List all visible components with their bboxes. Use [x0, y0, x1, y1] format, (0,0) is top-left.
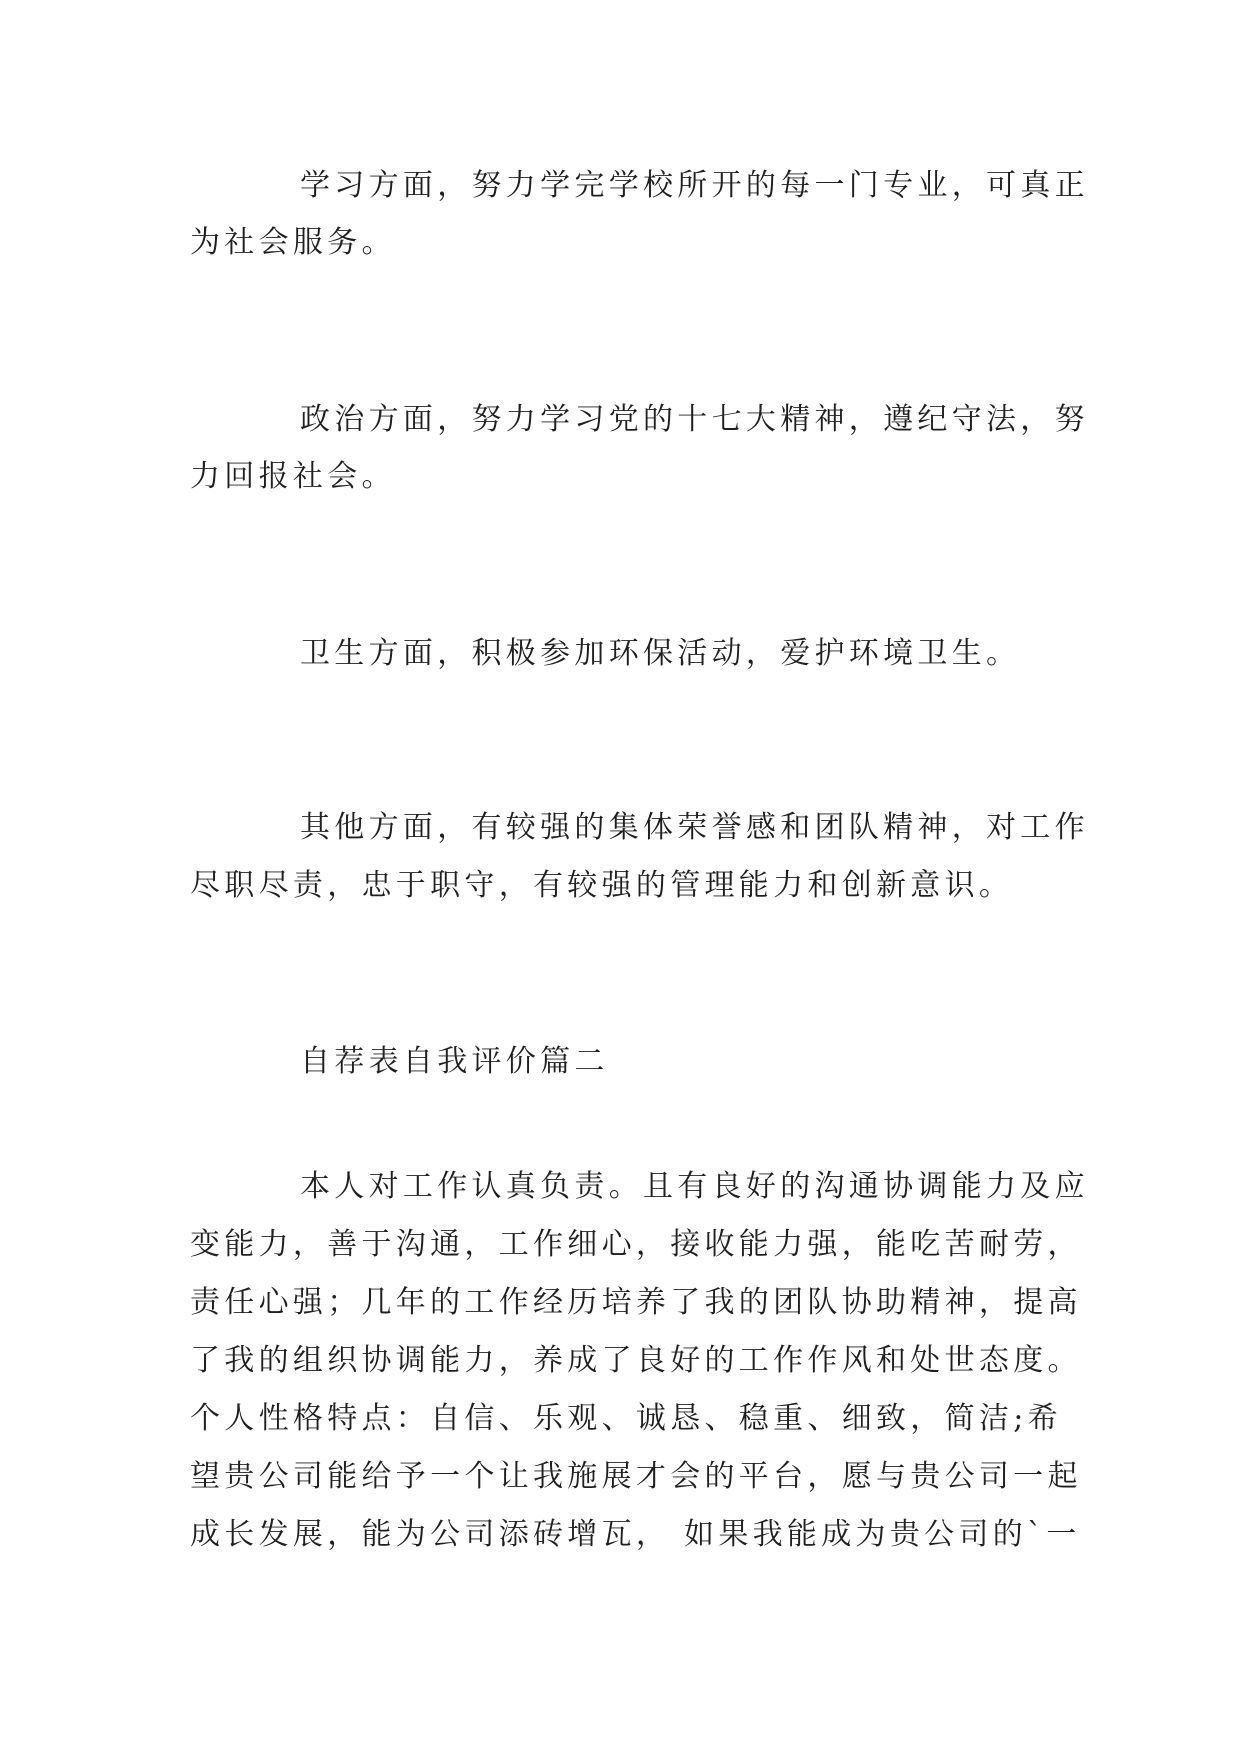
paragraph-other-line-1: 其他方面，有较强的集体荣誉感和团队精神，对工作: [300, 810, 1089, 845]
paragraph-other-line-2: 尽职尽责，忠于职守，有较强的管理能力和创新意识。: [190, 868, 1014, 903]
body-paragraph-line-5: 个人性格特点：自信、乐观、诚恳、稳重、细致，简洁;希: [190, 1401, 1062, 1436]
body-paragraph-line-1: 本人对工作认真负责。且有良好的沟通协调能力及应: [300, 1169, 1089, 1204]
body-paragraph-line-6: 望贵公司能给予一个让我施展才会的平台，愿与贵公司一起: [190, 1459, 1082, 1494]
body-paragraph-line-3: 责任心强；几年的工作经历培养了我的团队协助精神，提高: [190, 1285, 1082, 1320]
paragraph-politics-line-1: 政治方面，努力学习党的十七大精神，遵纪守法，努: [300, 402, 1089, 437]
paragraph-study-line-2: 为社会服务。: [190, 225, 396, 260]
paragraph-politics-line-2: 力回报社会。: [190, 459, 396, 494]
section-heading: 自荐表自我评价篇二: [300, 1044, 609, 1079]
body-paragraph-line-2: 变能力，善于沟通，工作细心，接收能力强，能吃苦耐劳，: [190, 1227, 1082, 1262]
body-paragraph-line-7: 成长发展，能为公司添砖增瓦， 如果我能成为贵公司的`一: [190, 1517, 1081, 1552]
paragraph-study-line-1: 学习方面，努力学完学校所开的每一门专业，可真正: [300, 168, 1089, 203]
paragraph-hygiene-line-1: 卫生方面，积极参加环保活动，爱护环境卫生。: [300, 636, 1021, 671]
body-paragraph-line-4: 了我的组织协调能力，养成了良好的工作作风和处世态度。: [190, 1343, 1082, 1378]
